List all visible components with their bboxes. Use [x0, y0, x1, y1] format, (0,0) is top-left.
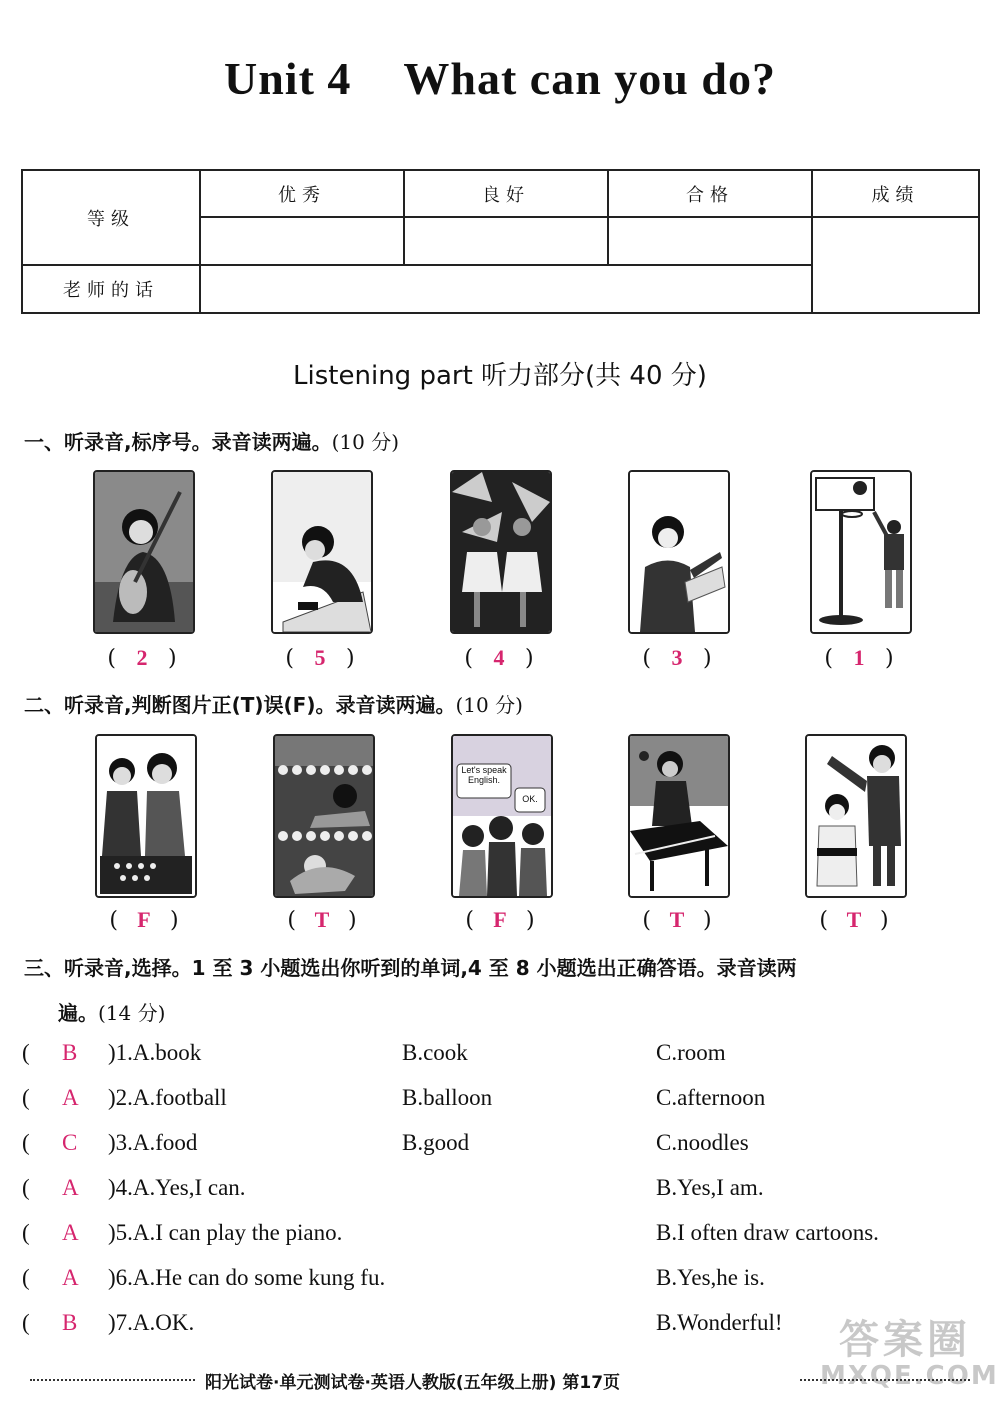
- s2-answer-2[interactable]: ( T ): [287, 907, 357, 933]
- option-a: )6.A.He can do some kung fu.: [108, 1265, 386, 1290]
- option-b: B.Yes,he is.: [656, 1265, 765, 1290]
- question-row: ( A )2.A.football B.balloon C.afternoon: [22, 1085, 766, 1110]
- s1-answer-2[interactable]: ( 5 ): [285, 645, 355, 671]
- question-row: ( A )4.A.Yes,I can. B.Yes,I am.: [22, 1175, 764, 1200]
- s2-answer-4[interactable]: ( T ): [642, 907, 712, 933]
- pic-table-tennis: [628, 734, 730, 898]
- pic-swimmers: [273, 734, 375, 898]
- grade-table: [21, 169, 980, 314]
- option-c: C.room: [656, 1040, 726, 1065]
- option-c: C.afternoon: [656, 1085, 766, 1110]
- unit-number: Unit 4: [224, 53, 352, 104]
- option-a: )5.A.I can play the piano.: [108, 1220, 343, 1245]
- s2-answer-3[interactable]: ( F ): [465, 907, 535, 933]
- pic-basketball: [810, 470, 912, 634]
- option-b: B.Yes,I am.: [656, 1175, 764, 1200]
- answer-choice[interactable]: A: [62, 1265, 79, 1290]
- footer-text: 阳光试卷·单元测试卷·英语人教版(五年级上册) 第17页: [205, 1373, 621, 1393]
- answer-choice[interactable]: C: [62, 1130, 78, 1155]
- option-b: B.I often draw cartoons.: [656, 1220, 879, 1245]
- level-pass-cell[interactable]: [608, 217, 812, 265]
- pic-chess-players: [95, 734, 197, 898]
- level-excellent: 优秀: [200, 170, 404, 217]
- speech-bubble-2: OK.: [522, 794, 538, 804]
- option-c: C.noodles: [656, 1130, 749, 1155]
- option-b: B.balloon: [402, 1085, 493, 1110]
- pic-kung-fu: [805, 734, 907, 898]
- option-b: B.good: [402, 1130, 470, 1155]
- option-a: )1.A.book: [108, 1040, 202, 1065]
- question-row: ( A )6.A.He can do some kung fu. B.Yes,he is.: [22, 1265, 765, 1290]
- option-b: B.cook: [402, 1040, 468, 1065]
- pic-pipa-player: [93, 470, 195, 634]
- s1-answer-5[interactable]: ( 1 ): [824, 645, 894, 671]
- section3-heading-cont: 遍。(14 分): [58, 1001, 166, 1025]
- question-row: ( A )5.A.I can play the piano. B.I often draw cartoons.: [22, 1220, 879, 1245]
- answer-choice[interactable]: A: [62, 1175, 79, 1200]
- level-good-cell[interactable]: [404, 217, 608, 265]
- question-row: ( B )1.A.book B.cook C.room: [22, 1040, 726, 1065]
- pic-boy-drawing: [271, 470, 373, 634]
- listening-header: Listening part 听力部分(共 40 分): [293, 361, 707, 391]
- level-label: 等级: [22, 170, 200, 265]
- footer-divider-left: [30, 1379, 195, 1381]
- unit-name: What can you do?: [403, 53, 776, 104]
- answer-choice[interactable]: B: [62, 1040, 78, 1065]
- section3-heading: 三、听录音,选择。1 至 3 小题选出你听到的单词,4 至 8 小题选出正确答语。录音读两: [24, 956, 797, 980]
- level-good: 良好: [404, 170, 608, 217]
- question-row: ( B )7.A.OK. B.Wonderful!: [22, 1310, 783, 1335]
- section1-heading: 一、听录音,标序号。录音读两遍。(10 分): [24, 430, 400, 454]
- option-a: )7.A.OK.: [108, 1310, 195, 1335]
- teacher-label: 老师的话: [22, 265, 200, 313]
- s1-answer-4[interactable]: ( 3 ): [642, 645, 712, 671]
- answer-choice[interactable]: B: [62, 1310, 78, 1335]
- s1-answer-3[interactable]: ( 4 ): [464, 645, 534, 671]
- teacher-comment-cell[interactable]: [200, 265, 812, 313]
- s2-answer-5[interactable]: ( T ): [819, 907, 889, 933]
- footer-divider-right: [800, 1379, 970, 1381]
- score-cell[interactable]: [812, 217, 979, 313]
- score-label: 成绩: [812, 170, 979, 217]
- pic-dancers: [450, 470, 552, 634]
- s1-answer-1[interactable]: ( 2 ): [107, 645, 177, 671]
- level-excellent-cell[interactable]: [200, 217, 404, 265]
- question-row: ( C )3.A.food B.good C.noodles: [22, 1130, 749, 1155]
- option-a: )3.A.food: [108, 1130, 198, 1155]
- section2-heading: 二、听录音,判断图片正(T)误(F)。录音读两遍。(10 分): [24, 693, 523, 717]
- level-pass: 合格: [608, 170, 812, 217]
- option-b: B.Wonderful!: [656, 1310, 783, 1335]
- answer-choice[interactable]: A: [62, 1220, 79, 1245]
- option-a: )2.A.football: [108, 1085, 227, 1110]
- pic-speak-english: [451, 734, 553, 898]
- watermark-logo: 答案圈 MXQE.COM: [820, 1317, 999, 1391]
- pic-singer: [628, 470, 730, 634]
- speech-bubble-1: Let's speak English.: [461, 765, 507, 785]
- page-title: [0, 52, 1000, 105]
- option-a: )4.A.Yes,I can.: [108, 1175, 246, 1200]
- s2-answer-1[interactable]: ( F ): [109, 907, 179, 933]
- answer-choice[interactable]: A: [62, 1085, 79, 1110]
